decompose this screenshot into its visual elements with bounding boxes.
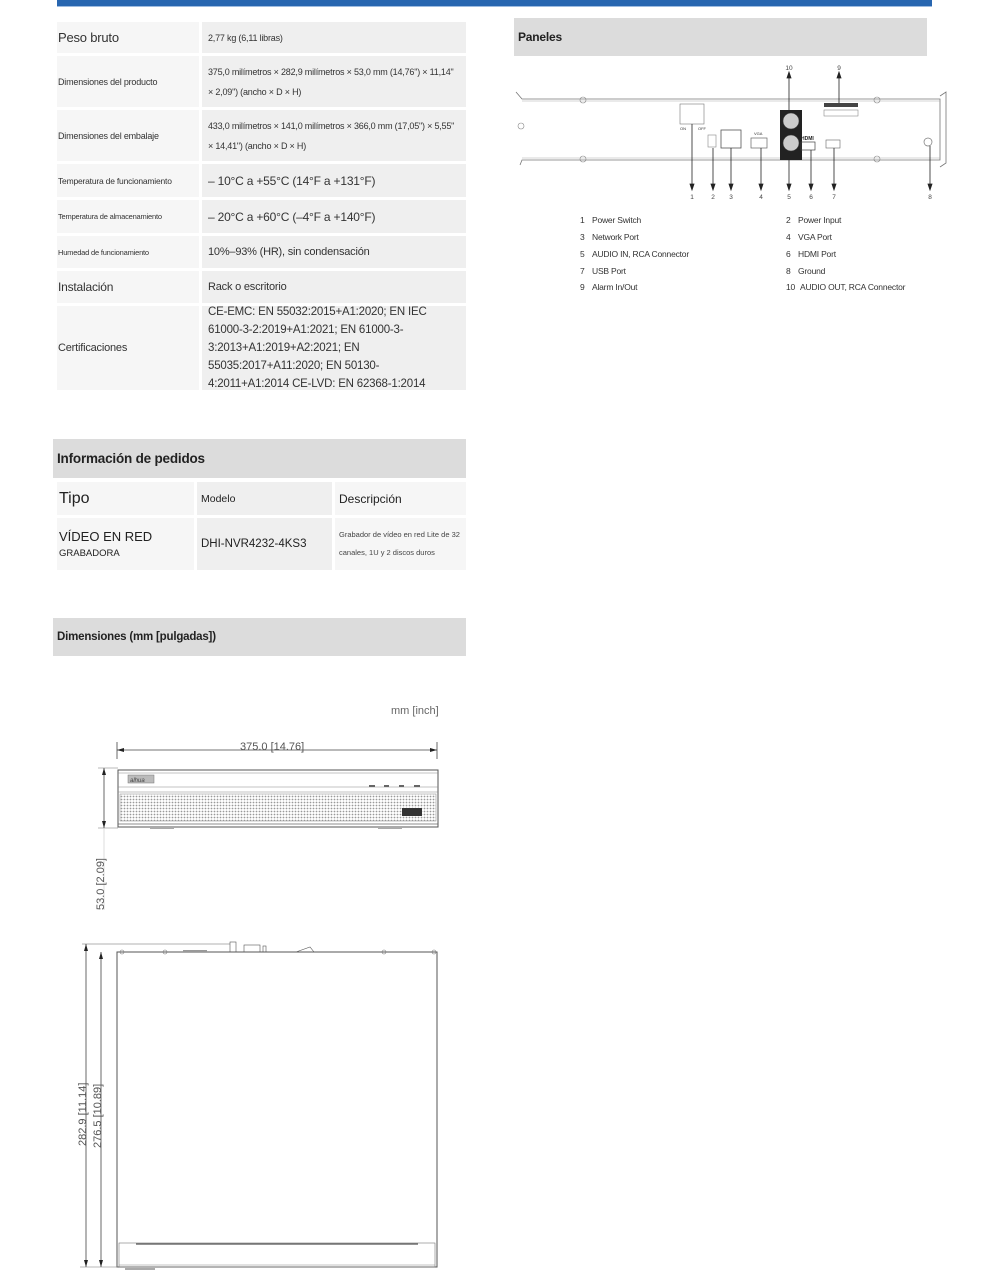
width-label: 375.0 [14.76] — [240, 741, 305, 753]
nvr-top-view — [82, 942, 437, 1270]
spec-row-gross-weight — [57, 22, 466, 53]
on-label: ON — [680, 126, 686, 131]
brand-label: alhua — [130, 778, 145, 784]
power-switch-icon — [680, 104, 704, 124]
callout-7: 7 — [832, 194, 836, 201]
ordering-header-row — [57, 482, 466, 515]
ordering-table — [57, 482, 466, 573]
top-accent-bar — [57, 0, 932, 6]
front-vent-grille — [120, 794, 436, 821]
ordering-row — [57, 518, 466, 570]
callout-10: 10 — [785, 65, 793, 72]
network-port-icon — [721, 130, 741, 148]
spec-value: 2,77 kg (6,11 libras) — [202, 22, 466, 53]
arrow-left-icon — [117, 748, 124, 752]
cell-description: Grabador de vídeo en red Lite de 32 canales, 1U y 2 discos duros — [335, 518, 466, 570]
callout-2: 2 — [711, 194, 715, 201]
callout-6: 6 — [809, 194, 813, 201]
callout-4: 4 — [759, 194, 763, 201]
spec-row-operating-temp — [57, 164, 466, 197]
usb-front-icon — [402, 808, 422, 816]
legend-item: 10 AUDIO OUT, RCA Connector — [786, 282, 906, 292]
off-label: OFF — [698, 126, 706, 131]
cell-type: VÍDEO EN RED GRABADORA — [57, 518, 194, 570]
cell-model: DHI-NVR4232-4KS3 — [197, 518, 332, 570]
callout-1: 1 — [690, 194, 694, 201]
hdmi-label: HDMI — [801, 136, 814, 142]
spec-key: Peso bruto — [57, 22, 199, 53]
spec-key: Humedad de funcionamiento — [57, 236, 199, 268]
spec-value: 433,0 milímetros × 141,0 milímetros × 366,0 mm (17,05") × 5,55" × 14,41") (ancho × D × H) — [202, 110, 466, 161]
spec-row-installation — [57, 271, 466, 303]
legend-item: 9 Alarm In/Out — [580, 282, 638, 292]
spec-key: Dimensiones del producto — [57, 56, 199, 107]
legend-item: 3 Network Port — [580, 232, 639, 242]
depth-label: 282.9 [11.14] — [77, 1082, 89, 1146]
inner-depth-label: 276.5 [10.89] — [92, 1083, 104, 1148]
spec-value: 375,0 milímetros × 282,9 milímetros × 53,0 mm (14,76") × 11,14" × 2,09") (ancho × D × H) — [202, 56, 466, 107]
col-header-description: Descripción — [335, 482, 466, 515]
vga-port-icon — [751, 138, 767, 148]
spec-key: Temperatura de funcionamiento — [57, 164, 199, 197]
arrow-right-icon — [430, 748, 437, 752]
spec-value: Rack o escritorio — [202, 271, 466, 303]
usb-port-icon — [826, 140, 840, 148]
vga-label: VGA — [754, 131, 763, 136]
spec-key: Temperatura de almacenamiento — [57, 200, 199, 233]
spec-row-product-dimensions — [57, 56, 466, 107]
ground-screw-icon — [924, 138, 932, 146]
height-label: 53.0 [2.09] — [95, 858, 107, 910]
legend-item: 5 AUDIO IN, RCA Connector — [580, 249, 689, 259]
spec-value: – 20°C a +60°C (–4°F a +140°F) — [202, 200, 466, 233]
dimensions-drawing — [0, 660, 470, 1281]
legend-item: 2 Power Input — [786, 215, 842, 225]
spec-value: CE-EMC: EN 55032:2015+A1:2020; EN IEC 61000-3-2:2019+A1:2021; EN 61000-3-3:2013+A1:2019+A2:2021; EN 55035:2017+A11:2020; EN 50130-4:2011+A1:2014 CE-LVD: EN 62368-1:2014 — [202, 306, 466, 390]
rear-panel-drawing — [510, 60, 950, 205]
col-header-type: Tipo — [57, 482, 194, 515]
spec-row-storage-temp — [57, 200, 466, 233]
callout-9: 9 — [837, 65, 841, 72]
nvr-front-view — [118, 770, 438, 829]
spec-value: 10%–93% (HR), sin condensación — [202, 236, 466, 268]
callout-8: 8 — [928, 194, 932, 201]
legend-item: 1 Power Switch — [580, 215, 642, 225]
spec-row-humidity — [57, 236, 466, 268]
spec-key: Dimensiones del embalaje — [57, 110, 199, 161]
dimensions-section-header: Dimensiones (mm [pulgadas]) — [53, 618, 466, 656]
spec-key: Instalación — [57, 271, 199, 303]
spec-table — [57, 22, 466, 393]
callout-5: 5 — [787, 194, 791, 201]
ordering-section-header: Información de pedidos — [53, 439, 466, 478]
power-input-icon — [708, 135, 716, 147]
panels-section-header: Paneles — [514, 18, 927, 56]
col-header-model: Modelo — [197, 482, 332, 515]
spec-row-certifications — [57, 306, 466, 390]
hdmi-port-icon — [801, 142, 815, 150]
spec-key: Certificaciones — [57, 306, 199, 390]
legend-item: 7 USB Port — [580, 266, 626, 276]
alarm-terminal-icon — [824, 103, 858, 107]
audio-out-rca-icon — [783, 113, 799, 129]
unit-label: mm [inch] — [391, 705, 439, 717]
legend-item: 4 VGA Port — [786, 232, 832, 242]
callout-3: 3 — [729, 194, 733, 201]
audio-in-rca-icon — [783, 135, 799, 151]
spec-value: – 10°C a +55°C (14°F a +131°F) — [202, 164, 466, 197]
legend-item: 8 Ground — [786, 266, 826, 276]
spec-row-package-dimensions — [57, 110, 466, 161]
legend-item: 6 HDMI Port — [786, 249, 836, 259]
